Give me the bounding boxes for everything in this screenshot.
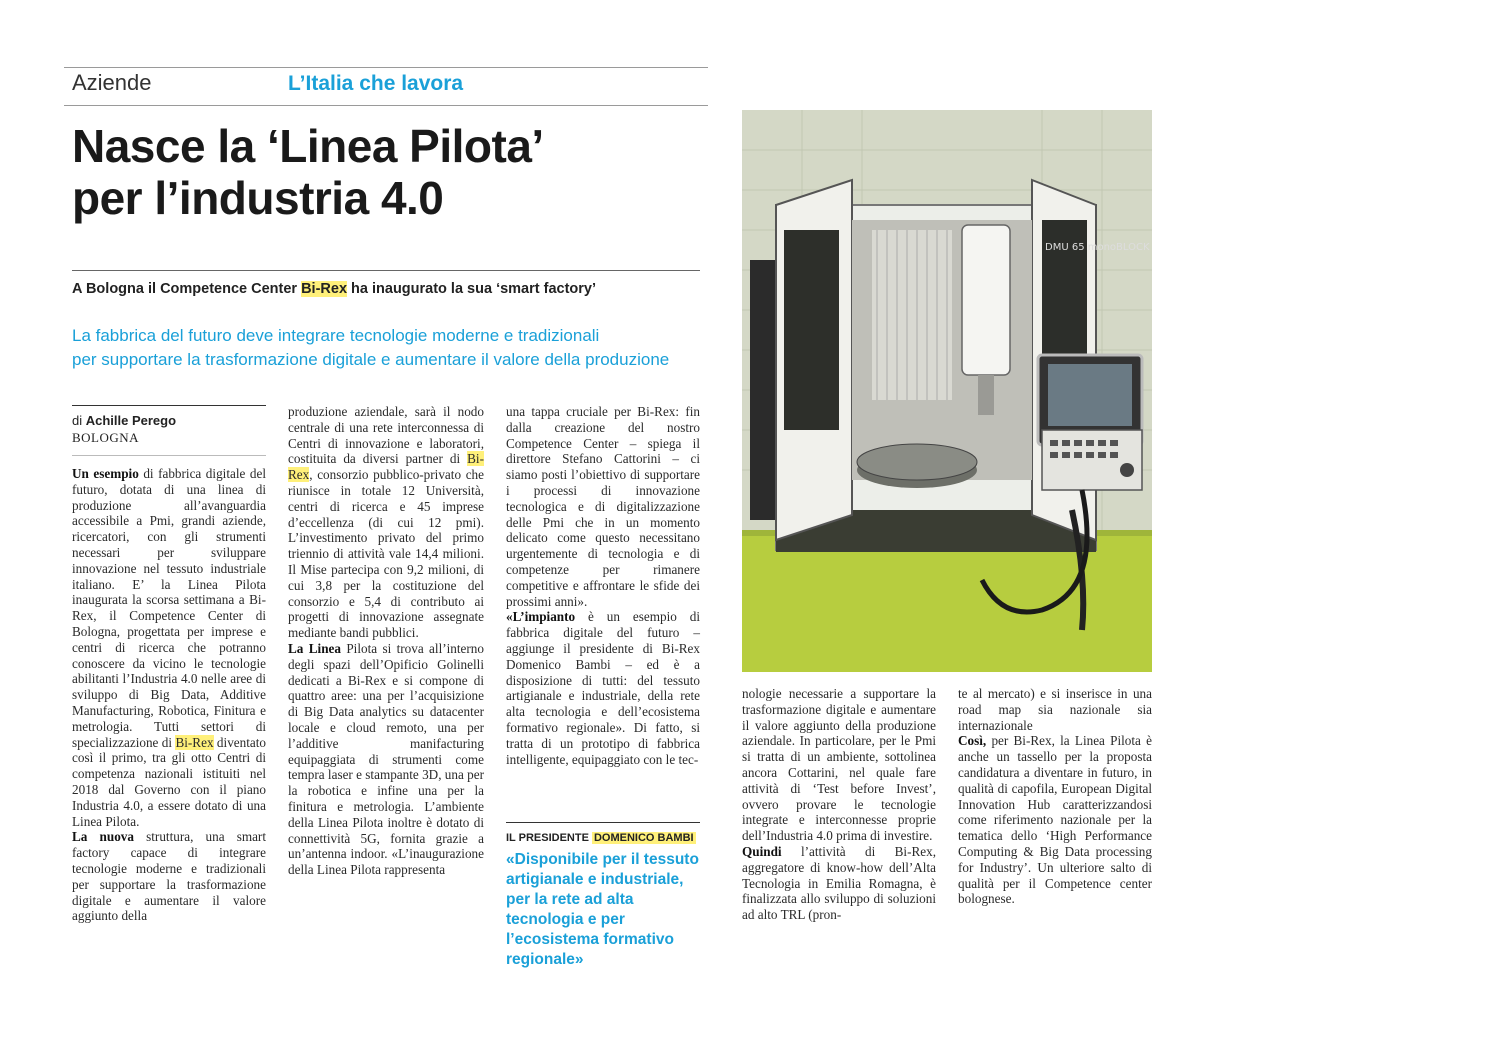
paragraph <box>958 686 1152 733</box>
paragraph <box>72 829 266 924</box>
top-rule <box>64 67 708 68</box>
quote-attribution <box>506 832 696 844</box>
byline <box>72 413 176 428</box>
byline-bottom-rule <box>72 455 266 456</box>
deck-line-1: La fabbrica del futuro deve integrare tecnologie moderne e tradizionali <box>72 326 600 345</box>
summary-highlight: Bi-Rex <box>301 281 348 297</box>
machine-label: DMU 65 monoBLOCK <box>1045 242 1150 253</box>
summary-text: A Bologna il Competence Center <box>72 281 302 297</box>
paragraph-lead: Quindi <box>742 843 782 859</box>
highlighted-term: Bi-Rex <box>288 451 484 483</box>
paragraph <box>288 641 484 878</box>
header-rule <box>64 105 708 106</box>
paragraph-text: l’attività di Bi-Rex, aggregatore di know-how dell’Alta Tecnologia in Emilia Romagna, è finalizzata allo sviluppo di soluzioni ad alto TRL (pron- <box>742 843 936 923</box>
headline-line-2: per l’industria 4.0 <box>72 172 444 224</box>
quote-rule <box>506 822 700 823</box>
summary-rule <box>72 270 700 271</box>
kicker: L’Italia che lavora <box>288 72 464 95</box>
pull-quote: «Disponibile per il tessuto artigianale e industriale, per la rete ad alta tecnologia e per l’ecosistema formativo regionale» <box>506 851 699 968</box>
body-column-3 <box>506 404 700 767</box>
headline-line-1: Nasce la ‘Linea Pilota’ <box>72 120 544 172</box>
body-column-2 <box>288 404 484 878</box>
paragraph-text: , consorzio pubblico-privato che riunisce in totale 12 Università, centri di ricerca e 45 imprese d’eccellenza (di cui 12 pmi). L’investimento privato del primo triennio di attività vale 14,4 milioni. Il Mise partecipa con 9,2 milioni, di cui 3,8 per la costituzione del consorzio e 5,4 di contributo ai progetti di innovazione assegnate mediante bandi pubblici. <box>288 467 484 641</box>
machine-illustration <box>742 110 1152 672</box>
paragraph-lead: La nuova <box>72 829 134 845</box>
paragraph-text: diventato così il primo, tra gli otto Centri di competenza nazionali istituiti nel 2018 dal Governo con il piano Industria 4.0, a essere dotato di una Linea Pilota. <box>72 734 267 829</box>
deck-line-2: per supportare la trasformazione digitale e aumentare il valore della produzione <box>72 350 670 369</box>
paragraph-lead: «L’impianto <box>506 609 576 625</box>
summary-text-end: ha inaugurato la sua ‘smart factory’ <box>347 281 597 297</box>
paragraph <box>742 686 936 844</box>
byline-rule <box>72 405 266 406</box>
headline <box>72 120 712 224</box>
paragraph-text: Pilota si trova all’interno degli spazi dell’Opificio Golinelli dedicati a Bi-Rex e si compone di quattro aree: una per l’acquisizione di Big Data analytics su datacenter locale e cloud remoto, una per l’additive manifacturing equipaggiata di strumenti come tempra laser e stampante 3D, una per la robotica e infine una per la finitura e metrologia. L’ambiente della Linea Pilota inoltre è dotato di connettività 5G, fornita grazie a un’antenna indoor. «L’inaugurazione della Linea Pilota rappresenta <box>288 640 484 878</box>
section-label: Aziende <box>72 70 152 95</box>
paragraph-lead: La Linea <box>288 640 341 656</box>
quote-role: IL PRESIDENTE <box>506 832 592 844</box>
paragraph-text: per Bi-Rex, la Linea Pilota è anche un tassello per la proposta candidatura a diventare in futuro, in qualità di capofila, European Digital Innovation Hub caratterizzandosi come riferimento nazionale per la tematica dello ‘High Performance Computing & Big Data processing for Industry’. Un ulteriore salto di qualità per il Competence center bolognese. <box>958 733 1152 907</box>
paragraph <box>506 404 700 609</box>
summary <box>72 281 596 297</box>
paragraph <box>742 844 936 923</box>
paragraph-text: produzione aziendale, sarà il nodo centrale di una rete interconnessa di Centri di innovazione e laboratori, costituita da diversi partner di <box>288 404 484 467</box>
paragraph-text: te al mercato) e si inserisce in una road map sia nazionale sia internazionale <box>958 686 1152 733</box>
dateline-place: BOLOGNA <box>72 430 140 445</box>
body-column-1 <box>72 466 266 924</box>
highlighted-term: Bi-Rex <box>175 734 214 750</box>
paragraph <box>72 466 266 829</box>
paragraph-text: struttura, una smart factory capace di integrare tecnologie moderne e tradizionali per supportare la trasformazione digitale e aumentare il valore aggiunto della <box>72 829 266 924</box>
body-column-5 <box>958 686 1152 907</box>
paragraph-text: è un esempio di fabbrica digitale del futuro – aggiunge il presidente di Bi-Rex Domenico Bambi – ed è a disposizione di tutti: del tessuto artigianale e industriale, della rete alta tecnologia e dell’ecosistema formativo regionale». Di fatto, si tratta di un prototipo di fabbrica intelligente, equipaggiato con le tec- <box>506 609 700 767</box>
body-column-4 <box>742 686 936 923</box>
deck <box>72 324 712 372</box>
quote-person: DOMENICO BAMBI <box>593 832 694 844</box>
paragraph-lead: Un esempio <box>72 466 139 481</box>
paragraph-lead: Così, <box>958 733 987 749</box>
paragraph <box>506 609 700 767</box>
byline-prefix: di <box>72 413 86 428</box>
machine-photo <box>742 110 1152 672</box>
paragraph-text: nologie necessarie a supportare la trasformazione digitale e aumentare il valore aggiunto della produzione aziendale. In particolare, per le Pmi si tratta di un ambiente, sottolinea ancora Cottarini, nel quale fare attività di ‘Test before Invest’, ovvero provare le tecnologie integrate e interconnesse proprie dell’Industria 4.0 prima di investire. <box>742 686 936 844</box>
paragraph-text: di fabbrica digitale del futuro, dotata di una linea di produzione all’avanguardia accessibile a Pmi, grandi aziende, ricercatori, con gli strumenti necessari per sviluppare innovazione nel tessuto industriale italiano. E’ la Linea Pilota inaugurata la scorsa settimana a Bi-Rex, il Competence Center di Bologna, progettata per imprese e centri di ricerca che potranno conoscere da vicino le tecnologie abilitanti l’Industria 4.0 nelle aree di sviluppo di Big Data, Additive Manufacturing, Robotica, Finitura e metrologia. Tutti settori di specializzazione di <box>72 466 266 750</box>
paragraph <box>958 733 1152 907</box>
paragraph <box>288 404 484 641</box>
author-name: Achille Perego <box>85 413 177 428</box>
paragraph-text: una tappa cruciale per Bi-Rex: fin dalla creazione del nostro Competence Center – spiega il direttore Stefano Cattorini – ci siamo posti l’obiettivo di supportare i processi di innovazione tecnologica e di digitalizzazione delle Pmi che in un momento delicato come questo necessitano urgentemente di tecnologia e di competenze per rimanere competitive e affrontare le sfide dei prossimi anni». <box>506 404 700 609</box>
